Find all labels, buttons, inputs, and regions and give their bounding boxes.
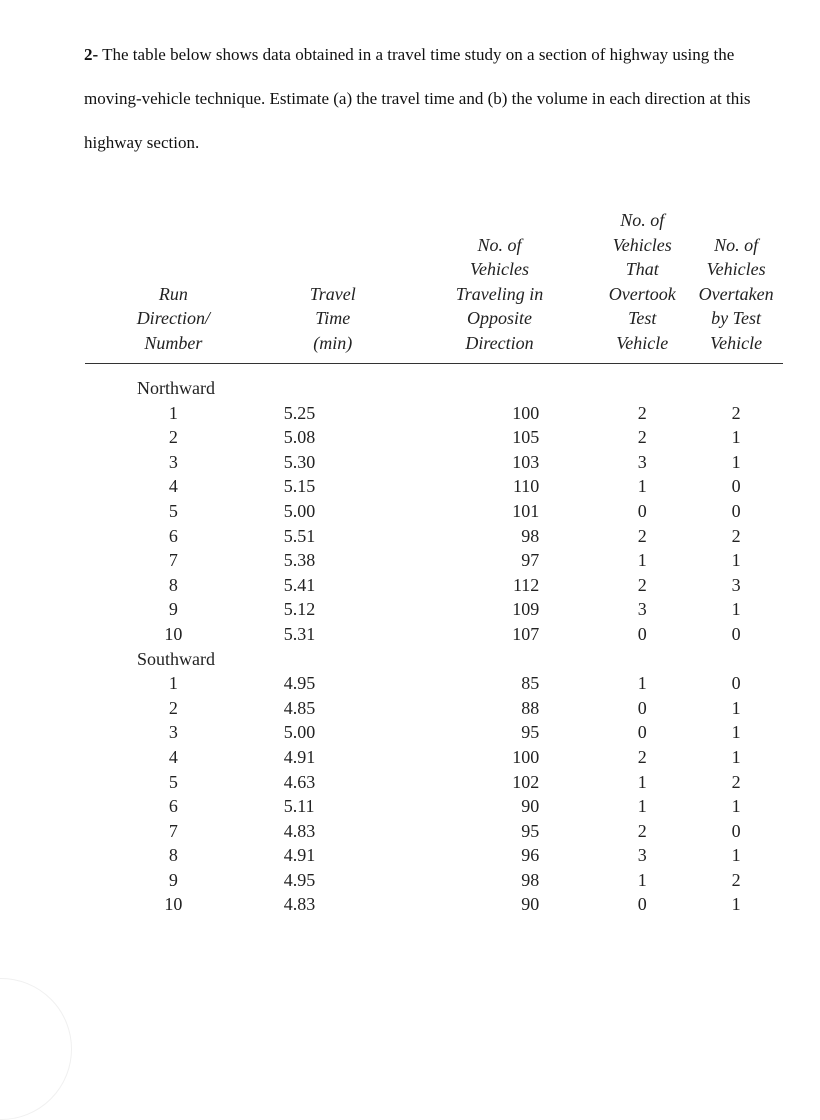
run-number-cell: 2 xyxy=(168,697,178,718)
header-line: Overtook xyxy=(608,283,676,304)
vehicles-overtaken-cell: 1 xyxy=(731,894,741,915)
vehicles-overtook-cell: 2 xyxy=(637,402,647,423)
travel-time-cell: 5.31 xyxy=(283,623,316,644)
header-vehicles-overtook-test-vehicle xyxy=(595,208,689,364)
table-body xyxy=(85,364,783,918)
vehicles-overtook-cell: 0 xyxy=(637,697,647,718)
vehicles-opposite-cell: 109 xyxy=(512,599,540,620)
vehicles-opposite-cell: 105 xyxy=(512,427,540,448)
vehicles-overtaken-cell: 1 xyxy=(731,550,741,571)
table-row xyxy=(85,745,783,770)
run-number-cell: 7 xyxy=(168,550,178,571)
travel-time-cell: 5.41 xyxy=(283,574,316,595)
vehicles-overtook-cell: 0 xyxy=(637,623,647,644)
header-line: Run xyxy=(158,283,188,304)
travel-time-cell: 4.85 xyxy=(283,697,316,718)
header-line: Overtaken xyxy=(698,283,774,304)
vehicles-overtaken-cell: 2 xyxy=(731,771,741,792)
header-line: Test xyxy=(628,308,657,328)
vehicles-overtaken-cell: 0 xyxy=(731,820,741,841)
header-line: Opposite xyxy=(467,308,533,328)
vehicles-overtaken-cell: 1 xyxy=(731,722,741,743)
header-line: Vehicle xyxy=(710,332,763,353)
run-number-cell: 1 xyxy=(168,402,178,423)
run-number-cell: 7 xyxy=(168,820,178,841)
header-line: Number xyxy=(144,332,203,353)
problem-number: 2- xyxy=(84,45,99,64)
header-line: Time xyxy=(315,308,351,328)
header-vehicles-opposite-direction xyxy=(404,208,596,364)
travel-time-cell: 4.91 xyxy=(283,845,316,866)
header-run-direction-number xyxy=(85,208,262,364)
vehicles-opposite-cell: 103 xyxy=(512,451,540,472)
vehicles-overtook-cell: 3 xyxy=(637,845,647,866)
vehicles-overtook-cell: 1 xyxy=(637,673,647,694)
vehicles-overtook-cell: 3 xyxy=(637,451,647,472)
run-number-cell: 10 xyxy=(164,623,183,644)
vehicles-overtaken-cell: 2 xyxy=(731,402,741,423)
vehicles-opposite-cell: 98 xyxy=(521,869,540,890)
travel-time-cell: 5.15 xyxy=(283,476,316,497)
table-row xyxy=(85,548,783,573)
header-line: Direction xyxy=(465,332,534,353)
vehicles-overtaken-cell: 0 xyxy=(731,673,741,694)
vehicles-overtook-cell: 1 xyxy=(637,771,647,792)
problem-text: The table below shows data obtained in a travel time study on a section of highway using the moving-vehicle technique. Estimate (a) the travel time and (b) the volume in each direction at this highway section. xyxy=(84,45,751,152)
header-line: Vehicles xyxy=(612,234,672,255)
travel-time-cell: 4.63 xyxy=(283,771,316,792)
header-line: Direction/ xyxy=(136,308,211,328)
run-number-cell: 3 xyxy=(168,451,178,472)
vehicles-opposite-cell: 110 xyxy=(512,476,540,497)
travel-time-cell: 5.38 xyxy=(283,550,316,571)
travel-time-table xyxy=(85,208,783,917)
table-row xyxy=(85,819,783,844)
travel-time-cell: 4.83 xyxy=(283,894,316,915)
table-row xyxy=(85,794,783,819)
header-row xyxy=(85,208,783,364)
vehicles-overtook-cell: 2 xyxy=(637,427,647,448)
vehicles-overtaken-cell: 0 xyxy=(731,500,741,521)
travel-time-cell: 4.95 xyxy=(283,869,316,890)
page-corner-shadow xyxy=(0,978,72,1120)
run-number-cell: 1 xyxy=(168,673,178,694)
vehicles-opposite-cell: 107 xyxy=(512,623,540,644)
direction-group-row xyxy=(85,364,783,401)
table-row xyxy=(85,720,783,745)
vehicles-overtook-cell: 1 xyxy=(637,476,647,497)
vehicles-overtook-cell: 0 xyxy=(637,894,647,915)
travel-time-cell: 5.11 xyxy=(283,796,315,817)
vehicles-overtaken-cell: 2 xyxy=(731,869,741,890)
vehicles-overtook-cell: 2 xyxy=(637,574,647,595)
run-number-cell: 8 xyxy=(168,574,178,595)
travel-time-cell: 4.95 xyxy=(283,673,316,694)
table-row xyxy=(85,573,783,598)
table-row xyxy=(85,450,783,475)
header-line: (min) xyxy=(313,332,353,353)
header-line: No. of xyxy=(620,210,665,230)
vehicles-overtook-cell: 1 xyxy=(637,869,647,890)
vehicles-overtaken-cell: 1 xyxy=(731,451,741,472)
travel-time-cell: 5.00 xyxy=(283,722,316,743)
header-line: Vehicles xyxy=(706,259,766,279)
direction-label: Northward xyxy=(137,378,215,398)
header-line: Travel xyxy=(309,283,356,304)
vehicles-overtaken-cell: 3 xyxy=(731,574,741,595)
vehicles-opposite-cell: 101 xyxy=(512,500,540,521)
problem-statement xyxy=(84,33,774,165)
header-line: No. of xyxy=(714,234,759,255)
vehicles-opposite-cell: 100 xyxy=(512,746,540,767)
table-row xyxy=(85,401,783,426)
header-line: Vehicles xyxy=(470,259,529,279)
vehicles-overtook-cell: 1 xyxy=(637,796,647,817)
vehicles-overtook-cell: 0 xyxy=(637,722,647,743)
vehicles-opposite-cell: 100 xyxy=(512,402,540,423)
header-vehicles-overtaken-by-test-vehicle xyxy=(689,208,783,364)
vehicles-overtook-cell: 2 xyxy=(637,820,647,841)
header-travel-time xyxy=(262,208,404,364)
vehicles-opposite-cell: 112 xyxy=(512,574,540,595)
table-row xyxy=(85,770,783,795)
run-number-cell: 5 xyxy=(168,500,178,521)
run-number-cell: 5 xyxy=(168,771,178,792)
run-number-cell: 4 xyxy=(168,476,178,497)
run-number-cell: 2 xyxy=(168,427,178,448)
table-row xyxy=(85,425,783,450)
vehicles-opposite-cell: 102 xyxy=(512,771,540,792)
travel-time-cell: 5.51 xyxy=(283,525,316,546)
table-row xyxy=(85,524,783,549)
table-row xyxy=(85,671,783,696)
header-line: No. of xyxy=(477,234,522,255)
table-row xyxy=(85,843,783,868)
run-number-cell: 3 xyxy=(168,722,178,743)
table-row xyxy=(85,696,783,721)
vehicles-overtaken-cell: 1 xyxy=(731,427,741,448)
run-number-cell: 6 xyxy=(168,525,178,546)
vehicles-opposite-cell: 90 xyxy=(521,796,540,817)
table-row xyxy=(85,597,783,622)
vehicles-overtaken-cell: 1 xyxy=(731,697,741,718)
vehicles-overtaken-cell: 1 xyxy=(731,796,741,817)
run-number-cell: 9 xyxy=(168,599,178,620)
run-number-cell: 4 xyxy=(168,746,178,767)
vehicles-opposite-cell: 97 xyxy=(521,550,540,571)
table-row xyxy=(85,622,783,647)
header-line: Traveling in xyxy=(455,283,544,304)
travel-time-cell: 5.08 xyxy=(283,427,316,448)
vehicles-opposite-cell: 98 xyxy=(521,525,540,546)
travel-time-cell: 5.00 xyxy=(283,500,316,521)
travel-time-cell: 5.12 xyxy=(283,599,316,620)
vehicles-overtaken-cell: 1 xyxy=(731,845,741,866)
vehicles-overtaken-cell: 1 xyxy=(731,746,741,767)
vehicles-overtaken-cell: 2 xyxy=(731,525,741,546)
run-number-cell: 8 xyxy=(168,845,178,866)
vehicles-opposite-cell: 96 xyxy=(521,845,540,866)
vehicles-opposite-cell: 90 xyxy=(521,894,540,915)
table-header xyxy=(85,208,783,364)
table-row xyxy=(85,892,783,917)
run-number-cell: 10 xyxy=(164,894,183,915)
travel-time-cell: 4.91 xyxy=(283,746,316,767)
vehicles-overtaken-cell: 0 xyxy=(731,476,741,497)
vehicles-opposite-cell: 95 xyxy=(521,722,540,743)
direction-label: Southward xyxy=(137,648,215,669)
header-line: by Test xyxy=(711,308,762,328)
travel-time-cell: 4.83 xyxy=(283,820,316,841)
vehicles-overtook-cell: 3 xyxy=(637,599,647,620)
header-line: That xyxy=(625,259,659,279)
vehicles-overtook-cell: 1 xyxy=(637,550,647,571)
direction-group-row xyxy=(85,647,783,672)
run-number-cell: 6 xyxy=(168,796,178,817)
table-row xyxy=(85,499,783,524)
vehicles-opposite-cell: 85 xyxy=(521,673,540,694)
header-line: Vehicle xyxy=(616,332,669,353)
vehicles-overtook-cell: 2 xyxy=(637,525,647,546)
table-row xyxy=(85,868,783,893)
table-row xyxy=(85,474,783,499)
travel-time-cell: 5.30 xyxy=(283,451,316,472)
vehicles-overtook-cell: 2 xyxy=(637,746,647,767)
vehicles-overtook-cell: 0 xyxy=(637,500,647,521)
travel-time-cell: 5.25 xyxy=(283,402,316,423)
vehicles-opposite-cell: 88 xyxy=(521,697,540,718)
vehicles-opposite-cell: 95 xyxy=(521,820,540,841)
vehicles-overtaken-cell: 1 xyxy=(731,599,741,620)
run-number-cell: 9 xyxy=(168,869,178,890)
vehicles-overtaken-cell: 0 xyxy=(731,623,741,644)
